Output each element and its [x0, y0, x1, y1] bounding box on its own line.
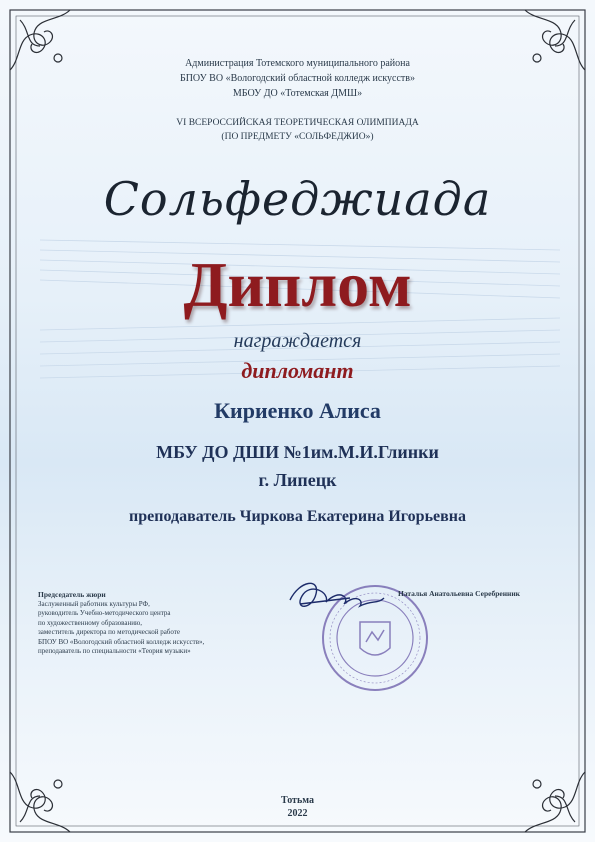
header-line-2: БПОУ ВО «Вологодский областной колледж искусств»: [179, 73, 416, 84]
recipient-name: Кириенко Алиса: [214, 398, 381, 423]
event-title: Сольфеджиада: [103, 172, 492, 226]
jury-chair-block: [38, 590, 204, 657]
olympiad-line-1: VI ВСЕРОССИЙСКАЯ ТЕОРЕТИЧЕСКАЯ ОЛИМПИАДА: [176, 118, 419, 128]
teacher-name: преподаватель Чиркова Екатерина Игорьевна: [129, 508, 466, 525]
header-block: [0, 56, 595, 101]
footer-year: 2022: [287, 808, 308, 819]
jury-chair-name: Наталья Анатольевна Серебренник: [398, 589, 520, 598]
jury-line: по художественному образованию,: [38, 618, 142, 627]
header-line-3: МБОУ ДО «Тотемская ДМШ»: [232, 88, 363, 99]
diploma-heading: Диплом: [183, 249, 412, 320]
header-line-1: Администрация Тотемского муниципального района: [185, 58, 410, 69]
jury-line: Заслуженный работник культуры РФ,: [38, 599, 150, 608]
jury-line: преподаватель по специальности «Теория музыки»: [38, 647, 191, 655]
jury-line: БПОУ ВО «Вологодский областной колледж искусств»,: [38, 637, 205, 646]
city-name: г. Липецк: [258, 470, 337, 490]
school-name: МБУ ДО ДШИ №1им.М.И.Глинки: [156, 442, 439, 462]
olympiad-block: [0, 116, 595, 144]
footer-block: [0, 794, 595, 820]
award-rank: дипломант: [241, 358, 354, 383]
jury-line: руководитель Учебно-методического центра: [38, 609, 171, 617]
awarded-text: награждается: [233, 330, 362, 352]
footer-city: Тотьма: [280, 795, 315, 806]
jury-role: Председатель жюри: [38, 590, 106, 599]
olympiad-line-2: (ПО ПРЕДМЕТУ «СОЛЬФЕДЖИО»): [221, 132, 374, 142]
jury-line: заместитель директора по методической работе: [38, 628, 180, 636]
